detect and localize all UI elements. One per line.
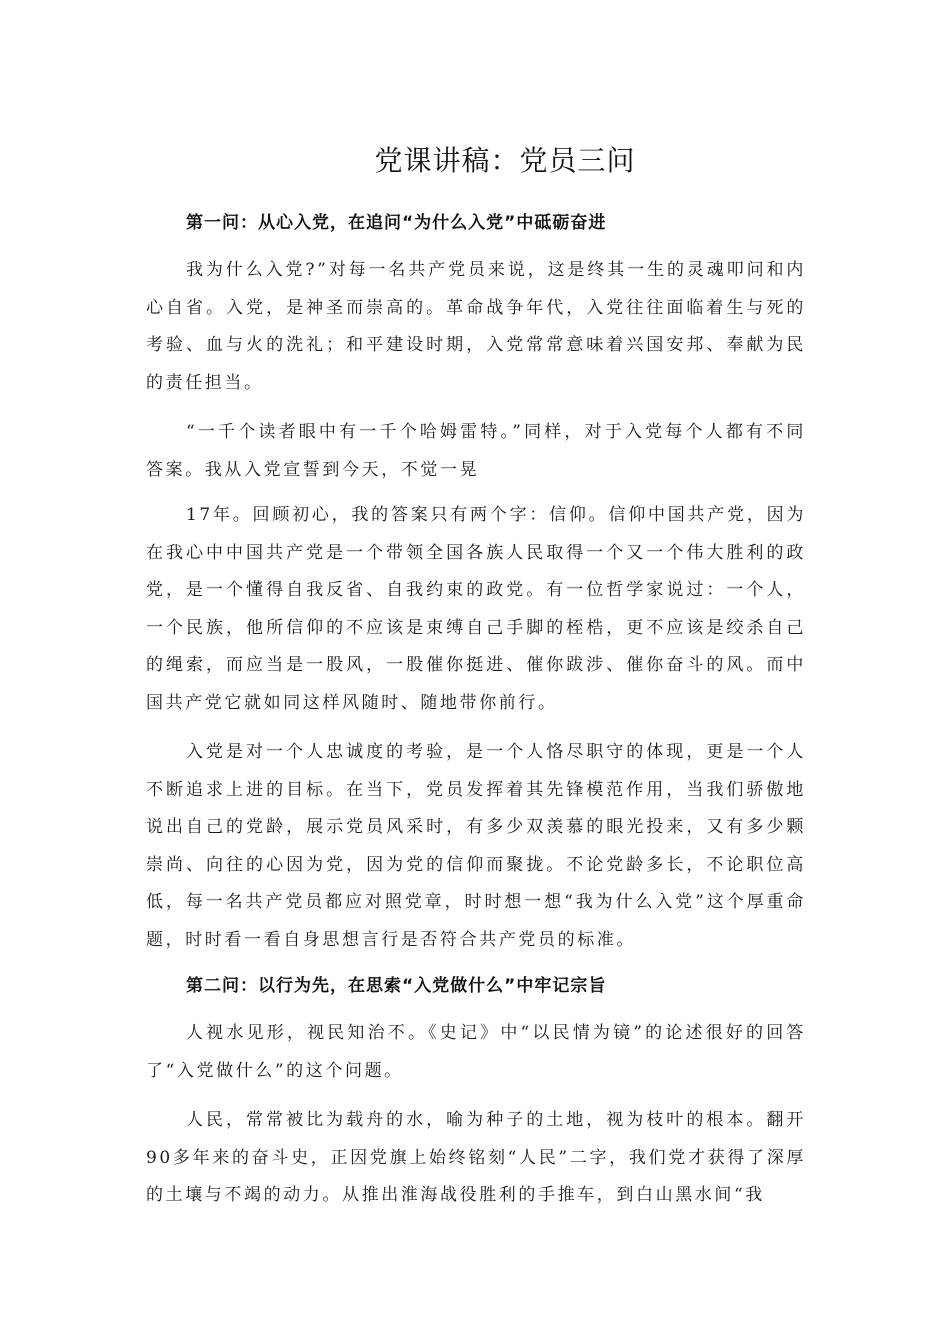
section-1-paragraph-1: 我为什么入党?”对每一名共产党员来说，这是终其一生的灵魂叩问和内心自省。入党，是神圣而崇高的。革命战争年代，入党往往面临着生与死的考验、血与火的洗礼；和平建设时期，入党常常意味着兴国安邦、奉献为民的责任担当。 (146, 260, 806, 393)
section-1-paragraph-2: “一千个读者眼中有一千个哈姆雷特。”同样，对于入党每个人都有不同答案。我从入党宣誓到今天，不觉一晃 (146, 422, 806, 480)
section-2-paragraph-2: 人民，常常被比为载舟的水，喻为种子的土地，视为枝叶的根本。翻开90多年来的奋斗史，正因党旗上始终铭刻“人民”二字，我们党才获得了深厚的土壤与不竭的动力。从推出淮海战役胜利的手推车，到白山黑水间“我 (146, 1110, 806, 1205)
document-body (146, 208, 806, 1227)
document-title: 党课讲稿：党员三问 (374, 144, 636, 177)
section-2-heading: 第二问：以行为先，在思索“入党做什么”中牢记宗旨 (186, 976, 607, 996)
section-1-heading: 第一问：从心入党，在追问“为什么入党”中砥砺奋进 (186, 213, 607, 233)
section-1-paragraph-4: 入党是对一个人忠诚度的考验，是一个人恪尽职守的体现，更是一个人不断追求上进的目标。在当下，党员发挥着其先锋模范作用，当我们骄傲地说出自己的党龄，展示党员风采时，有多少双羡慕的眼光投来，又有多少颗崇尚、向往的心因为党，因为党的信仰而聚拢。不论党龄多长，不论职位高低，每一名共产党员都应对照党章，时时想一想“我为什么入党”这个厚重命题，时时看一看自身思想言行是否符合共产党员的标准。 (146, 742, 806, 950)
section-2-paragraph-1: 人视水见形，视民知治不。《史记》中“以民情为镜”的论述很好的回答了“入党做什么”的这个问题。 (146, 1023, 806, 1081)
section-1-paragraph-3: 17年。回顾初心，我的答案只有两个字：信仰。信仰中国共产党，因为在我心中中国共产党是一个带领全国各族人民取得一个又一个伟大胜利的政党，是一个懂得自我反省、自我约束的政党。有一位哲学家说过：一个人，一个民族，他所信仰的不应该是束缚自己手脚的桎梏，更不应该是绞杀自己的绳索，而应当是一股风，一股催你挺进、催你跋涉、催你奋斗的风。而中国共产党它就如同这样风随时、随地带你前行。 (146, 505, 806, 713)
